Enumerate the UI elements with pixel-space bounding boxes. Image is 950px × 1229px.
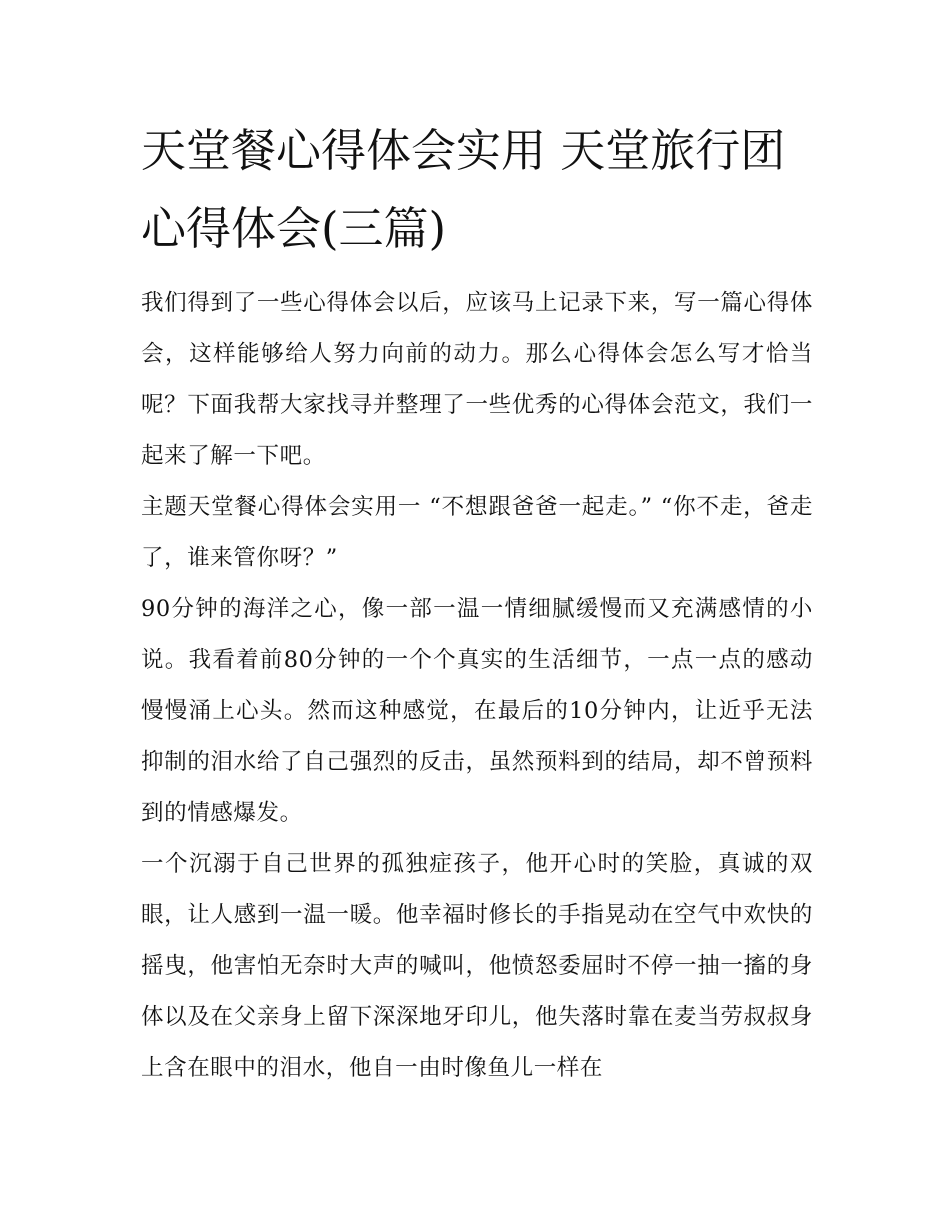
document-title: 天堂餐心得体会实用 天堂旅行团心得体会(三篇)	[141, 124, 786, 255]
paragraph-theme-one: 主题天堂餐心得体会实用一 “不想跟爸爸一起走。” “你不走，爸走了，谁来管你呀？”	[141, 494, 813, 571]
paragraph-child-description: 一个沉溺于自己世界的孤独症孩子，他开心时的笑脸，真诚的双眼，让人感到一温一暖。他幸福时修长的手指晃动在空气中欢快的摇曳，他害怕无奈时大声的喊叫，他愤怒委屈时不停一抽一搐的身体以及在父亲身上留下深深地牙印儿，他失落时靠在麦当劳叔叔身上含在眼中的泪水，他自一由时像鱼儿一样在	[141, 851, 813, 1081]
paragraph-intro: 我们得到了一些心得体会以后，应该马上记录下来，写一篇心得体会，这样能够给人努力向前的动力。那么心得体会怎么写才恰当呢？下面我帮大家找寻并整理了一些优秀的心得体会范文，我们一起来了解一下吧。	[141, 290, 813, 469]
paragraph-movie-description: 90分钟的海洋之心，像一部一温一情细腻缓慢而又充满感情的小说。我看着前80分钟的一个个真实的生活细节，一点一点的感动慢慢涌上心头。然而这种感觉，在最后的10分钟内，让近乎无法抑制的泪水给了自己强烈的反击，虽然预料到的结局，却不曾预料到的情感爆发。	[141, 596, 813, 826]
document-body	[141, 112, 813, 1094]
